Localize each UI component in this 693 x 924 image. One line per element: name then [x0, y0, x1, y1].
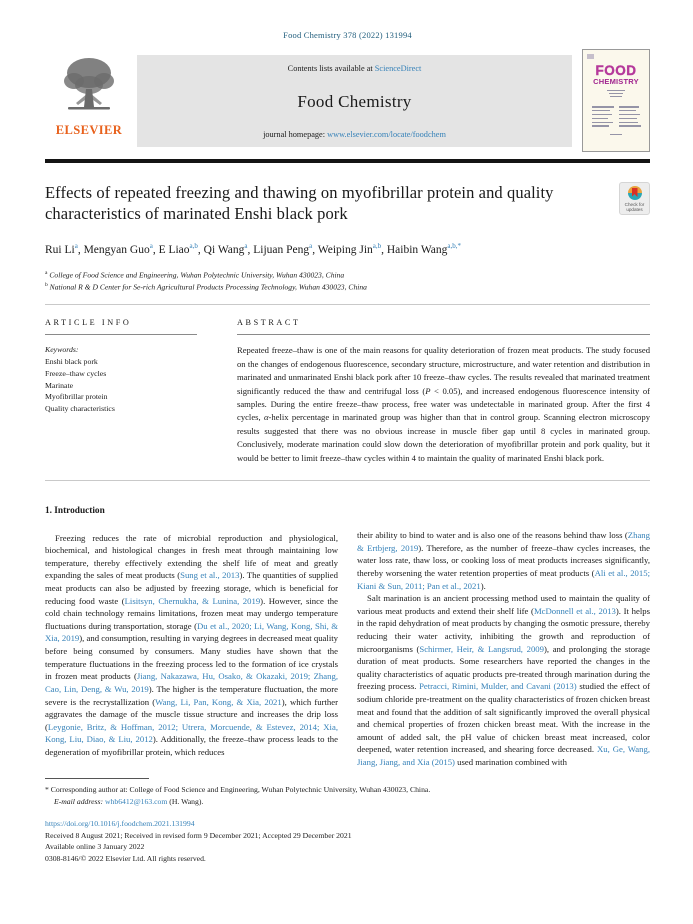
inline-link[interactable]: Jiang, Nakazawa, Hu, Osako, & Okazaki, 2019; Zhang, Cao, Lin, Deng, & Wu, 2019: [45, 671, 338, 694]
inline-link[interactable]: Leygonie, Britz, & Hoffman, 2012; Utrera, Morcuende, & Estevez, 2014; Xia, Kong, Liu, Diao, & Liu, 2012: [45, 721, 338, 745]
text-run: P: [425, 385, 431, 396]
footnote-rule: [45, 778, 149, 779]
intro-paragraph: [45, 532, 338, 759]
body-left-column: [45, 505, 338, 769]
text-run: ). Therefore, as the number of freeze–thaw cycles increases, the water loss rate, thaw loss, or cooking loss of meat products increases significantly, thereby worsening the water retention properties of meat products (: [357, 542, 650, 578]
text-run: used marination combined with: [454, 757, 567, 768]
inline-link[interactable]: Lisitsyn, Chernukha, & Lunina, 2019: [124, 595, 261, 606]
text-run: ). However, since the cold chain technology remains limitations, frozen meat may undergo temperature fluctuations during transportation, storage (: [45, 595, 338, 631]
text-run: ). It helps in the rapid dehydration of meat products by changing the osmotic pressure, thereby reducing their water activity, inhibiting the growth and reproduction of microorganisms (: [357, 605, 650, 654]
elsevier-logo: [45, 53, 133, 153]
text-run: ). Additionally, the freeze–thaw process leads to the degeneration of myofibrillar protein, which reduces: [45, 734, 339, 757]
intro-paragraph: [357, 529, 650, 592]
text-run: ), and consumption, resulting in varying degrees in decreased meat quality before being consumed by consumers. Many studies have shown that the temperature fluctuations in the freezing process led to the formation of ice crystals in frozen meat products (: [45, 633, 338, 682]
affiliation-b-sup: b: [45, 282, 48, 289]
affiliation-a-text: College of Food Science and Engineering, Wuhan Polytechnic University, Wuhan 430023, China: [49, 270, 345, 280]
text-run: Freezing reduces the rate of microbial reproduction and physiological, biochemical, and histological changes in fresh meat through maintaining low temperature, thereby effectively extending the shelf life of meat and greatly expanding the sales of meat products (: [45, 532, 338, 581]
text-run: , Qi Wang: [197, 243, 245, 256]
text-run: , Weiping Jin: [312, 243, 373, 256]
author-affiliation-sup[interactable]: a: [149, 242, 153, 251]
affiliation-b: [45, 281, 650, 293]
keyword-item: Marinate: [45, 380, 74, 390]
text-run: ), and prolonging the storage duration of meat products. Some researchers have reported the changes in the quality characteristics of aquatic products pre-treated through marination during the freezing process.: [357, 643, 650, 692]
email-note: [45, 796, 650, 808]
affiliation-a-sup: a: [45, 269, 48, 276]
body-columns: [45, 505, 650, 769]
keyword-item: Myofibrillar protein: [45, 392, 108, 402]
journal-reference: Food Chemistry 378 (2022) 131994: [283, 30, 412, 40]
available-online: Available online 3 January 2022: [45, 842, 145, 852]
inline-link[interactable]: McDonnell et al., 2013: [533, 605, 616, 616]
cover-corner-mark: [587, 54, 594, 59]
cover-title-chemistry: CHEMISTRY: [593, 76, 639, 86]
abstract-column: [237, 318, 650, 465]
cover-title-food: FOOD: [595, 63, 637, 78]
text-run: , Haibin Wang: [381, 243, 448, 256]
text-run: ), which further aggravates the damage of the muscle tissue structure and increases the drip loss (: [45, 696, 338, 732]
contents-line: [143, 64, 566, 73]
text-run: Rui Li: [45, 243, 75, 256]
article-title: Effects of repeated freezing and thawing on myofibrillar protein and quality characteristics of marinated Enshi black pork: [45, 182, 554, 224]
cover-footer-mark: [587, 134, 645, 135]
inline-link[interactable]: Xu, Ge, Wang, Jiang, Jiang, and Xia (2015): [357, 744, 651, 768]
contents-prefix: Contents lists available at: [287, 64, 375, 73]
affiliation-a: [45, 269, 650, 281]
abstract-rule: [237, 334, 650, 335]
author-affiliation-sup[interactable]: a,b: [189, 242, 198, 251]
header-rule: [45, 159, 650, 163]
elsevier-tree-icon: [60, 55, 118, 122]
text-run: Salt marination is an ancient processing method used to maintain the quality of various meat products and extend their shelf life (: [357, 593, 650, 616]
crossmark-icon: [628, 186, 642, 200]
footnote: [45, 784, 650, 808]
text-run: ). The quantities of supplied meat products can also be adjusted by freezing storage, which is beneficial for reducing food waste (: [45, 570, 339, 606]
corresponding-author-note: [45, 784, 650, 796]
check-badge-label: Check for updates: [624, 201, 645, 213]
inline-link[interactable]: Sung et al., 2013: [180, 570, 240, 581]
journal-cover-thumbnail: [582, 49, 650, 152]
keywords-label: Keywords:: [45, 345, 79, 355]
cover-editor-lines: [587, 106, 645, 126]
sciencedirect-link[interactable]: ScienceDirect: [374, 64, 422, 73]
inline-link[interactable]: Schirmer, Heir, & Langsrud, 2009: [419, 643, 544, 654]
check-for-updates-badge[interactable]: [619, 182, 650, 215]
received-dates: Received 8 August 2021; Received in revised form 9 December 2021; Accepted 29 December 2021: [45, 830, 352, 840]
masthead-center: [137, 55, 572, 147]
homepage-line: [143, 130, 566, 139]
author-affiliation-sup[interactable]: a,b,*: [447, 242, 461, 251]
abstract-heading: ABSTRACT: [237, 318, 301, 328]
text-run: < 0.05), and increased endogenous fluorescence intensity of samples. During the entire freeze–thaw process, free water was undetectable in marinated group. After the first 4 cycles,: [237, 385, 650, 423]
cover-editor-block: [587, 90, 645, 98]
text-run: ).: [480, 580, 486, 591]
divider-below-abstract: [45, 480, 650, 481]
text-run: , Lijuan Peng: [247, 243, 310, 256]
author-list: [45, 242, 650, 256]
affiliation-b-text: National R & D Center for Se-rich Agricultural Products Processing Technology, Wuhan 430023, China: [49, 282, 367, 292]
intro-paragraph: [357, 592, 650, 769]
text-run: Repeated freeze–thaw is one of the main reasons for quality deterioration of frozen meat products. The study focused on the changes of endogenous fluorescence, secondary structure, microstructure, and water retention and distribution in marinated and unmarinated Enshi black pork after 10 freeze–thaw cycles. The results revealed that marinated treatment significantly reduced the thaw and centrifugal loss (: [237, 345, 650, 396]
text-run: E-mail address:: [54, 796, 104, 806]
author-affiliation-sup[interactable]: a,b: [372, 242, 382, 251]
bottom-block: [45, 818, 650, 866]
text-run: α: [264, 412, 269, 423]
elsevier-wordmark: ELSEVIER: [55, 123, 123, 137]
copyright-line: 0308-8146/© 2022 Elsevier Ltd. All rights reserved.: [45, 854, 206, 864]
inline-link[interactable]: Ali et al., 2015; Kiani & Sun, 2011; Pan et al., 2021: [357, 567, 650, 591]
author-affiliation-sup[interactable]: a: [309, 242, 313, 251]
masthead: [45, 53, 650, 153]
introduction-heading: 1. Introduction: [45, 506, 105, 517]
author-affiliation-sup[interactable]: a: [244, 242, 248, 251]
masthead-journal-name: Food Chemistry: [297, 91, 412, 111]
inline-link[interactable]: Zhang & Ertbjerg, 2019: [357, 530, 650, 553]
info-abstract-section: [45, 318, 650, 465]
text-run: , Mengyan Guo: [77, 243, 150, 256]
article-info-rule: [45, 334, 197, 335]
text-run: -helix percentage in marinated group was higher than that in control group. Scanning electron microscopy results suggested that there was no obvious increase in muscle fiber gap until 8 cycles in marinated group. Conclusively, moderate marination could slow down the deterioration of myofibrillar protein and pork quality, but it would be better to limit freeze–thaw cycles within 4 to maintain the quality of marinated Enshi black pork.: [237, 412, 650, 463]
text-run: , E Liao: [152, 243, 190, 256]
inline-link[interactable]: whb6412@163.com: [104, 796, 168, 806]
abstract-text: [237, 344, 650, 465]
title-row: [45, 182, 650, 226]
keyword-item: Quality characteristics: [45, 403, 115, 413]
text-run: * Corresponding author at: College of Food Science and Engineering, Wuhan Polytechnic University, Wuhan 430023, China.: [45, 784, 431, 794]
affiliations: [45, 269, 650, 294]
inline-link[interactable]: Petracci, Rimini, Mulder, and Cavani (2013): [419, 681, 577, 692]
text-run: ). The higher is the temperature fluctuation, the more severe is the recrystallization (: [45, 683, 339, 707]
body-right-column: [357, 505, 650, 769]
text-run: their ability to bind to water and is also one of the reasons behind thaw loss (: [357, 530, 628, 541]
inline-link[interactable]: Wang, Li, Pan, Kong, & Xia, 2021: [155, 696, 282, 707]
inline-link[interactable]: Du et al., 2020; Li, Wang, Kong, Shi, & Xia, 2019: [45, 620, 338, 644]
keyword-item: Freeze–thaw cycles: [45, 368, 107, 378]
text-run: studied the effect of sodium chloride pre-treatment on the quality characteristics of frozen chicken breast meat and found that the addition of salt significantly improved the overall physical and chemical properties of frozen chicken breast meat. With the increase in the amount of added salt, the pH value of chicken breast meat increased, color deepened, water retention increased, and shearing force decreased.: [357, 681, 650, 755]
text-run: (H. Wang).: [167, 796, 204, 806]
divider-above-info: [45, 304, 650, 305]
journal-homepage-link[interactable]: www.elsevier.com/locate/foodchem: [327, 130, 446, 139]
author-affiliation-sup[interactable]: a: [74, 242, 78, 251]
homepage-prefix: journal homepage:: [263, 130, 328, 139]
keyword-item: Enshi black pork: [45, 357, 98, 367]
article-info-column: [45, 318, 197, 465]
doi-link[interactable]: https://doi.org/10.1016/j.foodchem.2021.131994: [45, 818, 195, 828]
article-info-heading: ARTICLE INFO: [45, 318, 132, 328]
